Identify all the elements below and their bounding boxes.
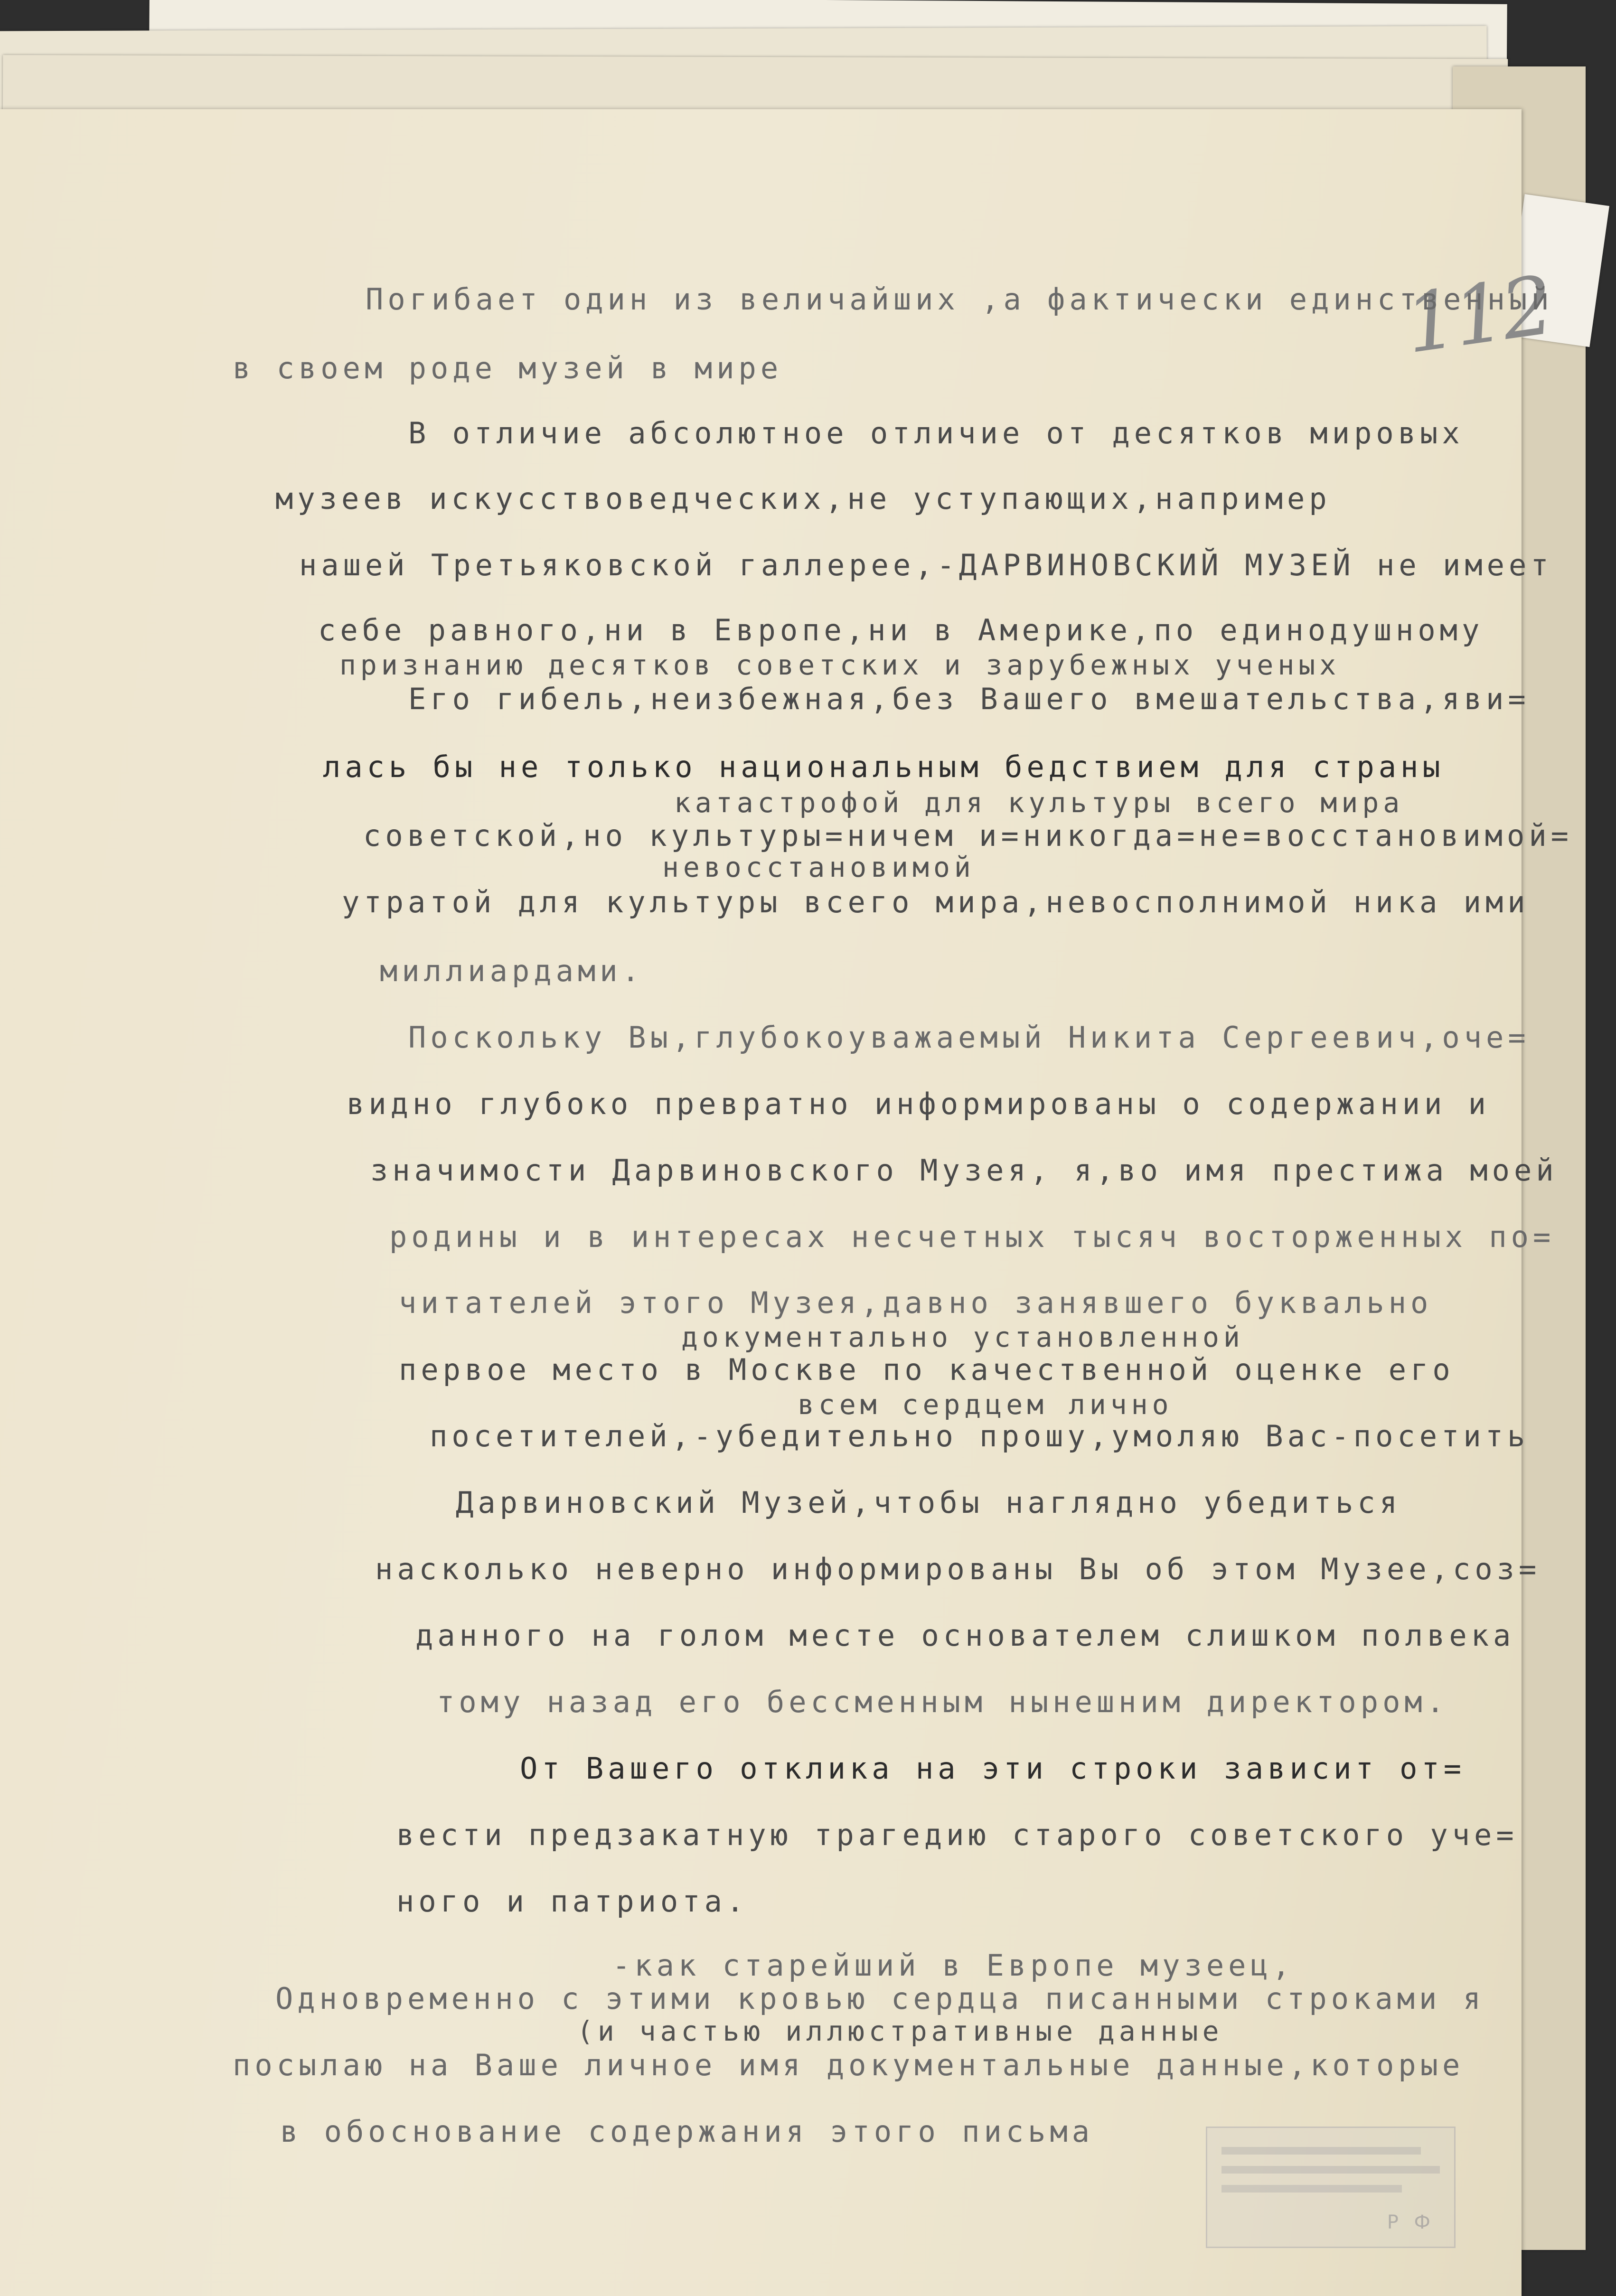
text-line: посылаю на Ваше личное имя документальные данные,которые [233,2048,1465,2082]
text-line: -как старейший в Европе музеец, [612,1948,1295,1983]
text-line: читателей этого Музея,давно занявшего буквально [399,1285,1433,1320]
text-line: музеев искусствоведческих,не уступающих,например [275,481,1331,516]
text-line: посетителей,-убедительно прошу,умоляю Вас-посетить [430,1419,1530,1453]
text-line: От Вашего отклика на эти строки зависит от= [520,1751,1466,1786]
text-line: вести предзакатную трагедию старого советского уче= [396,1818,1518,1852]
text-line: документально установленной [681,1321,1244,1353]
text-line: советской,но культуры=ничем и=никогда=не=восстановимой= [363,818,1573,853]
handwritten-page-number: 112 [1399,258,1557,372]
text-line: Погибает один из величайших ,а фактически единственный [366,282,1553,317]
text-line: себе равного,ни в Европе,ни в Америке,по единодушному [318,613,1484,647]
text-line: всем сердцем лично [798,1388,1173,1421]
text-line: миллиардами. [380,954,644,988]
stamp-mark: Р Ф [1387,2212,1435,2233]
text-line: лась бы не только национальным бедствием для страны [323,750,1445,784]
text-line: утратой для культуры всего мира,невосполнимой ника ими [342,885,1530,919]
text-line: насколько неверно информированы Вы об этом Музее,соз= [375,1552,1541,1586]
stamp-line [1221,2147,1421,2155]
typed-text-block [0,109,1573,2296]
text-line: в своем роде музей в мире [233,351,783,385]
text-line: (и частью иллюстративные данные [577,2015,1223,2047]
text-line: невосстановимой [662,851,975,883]
text-line: Дарвиновский Музей,чтобы наглядно убедиться [456,1485,1402,1520]
text-line: видно глубоко превратно информированы о содержании и [347,1087,1491,1121]
text-line: В отличие абсолютное отличие от десятков мировых [408,416,1464,450]
text-line: нашей Третьяковской галлерее,-ДАРВИНОВСКИЙ МУЗЕЙ не имеет [299,548,1553,582]
typed-page [0,109,1573,2296]
text-line: первое место в Москве по качественной оценке его [399,1352,1455,1387]
stamp-line [1221,2185,1402,2193]
text-line: родины и в интересах несчетных тысяч восторженных по= [389,1219,1555,1254]
text-line: Его гибель,неизбежная,без Вашего вмешательства,яви= [408,682,1530,716]
text-line: признанию десятков советских и зарубежных ученых [339,649,1341,681]
text-line: тому назад его бессменным нынешним директором. [437,1685,1449,1719]
text-line: ного и патриота. [396,1884,749,1919]
text-line: данного на голом месте основателем слишком полвека [415,1618,1515,1653]
text-line: Одновременно с этими кровью сердца писанными строками я [275,1981,1485,2016]
text-line: значимости Дарвиновского Музея, я,во имя престижа моей [370,1153,1558,1188]
stamp-line [1221,2166,1440,2174]
text-line: Поскольку Вы,глубокоуважаемый Никита Сергеевич,оче= [408,1020,1530,1055]
text-line: катастрофой для культуры всего мира [674,787,1404,819]
text-line: в обоснование содержания этого письма [280,2114,1094,2149]
archive-stamp [1206,2127,1456,2248]
